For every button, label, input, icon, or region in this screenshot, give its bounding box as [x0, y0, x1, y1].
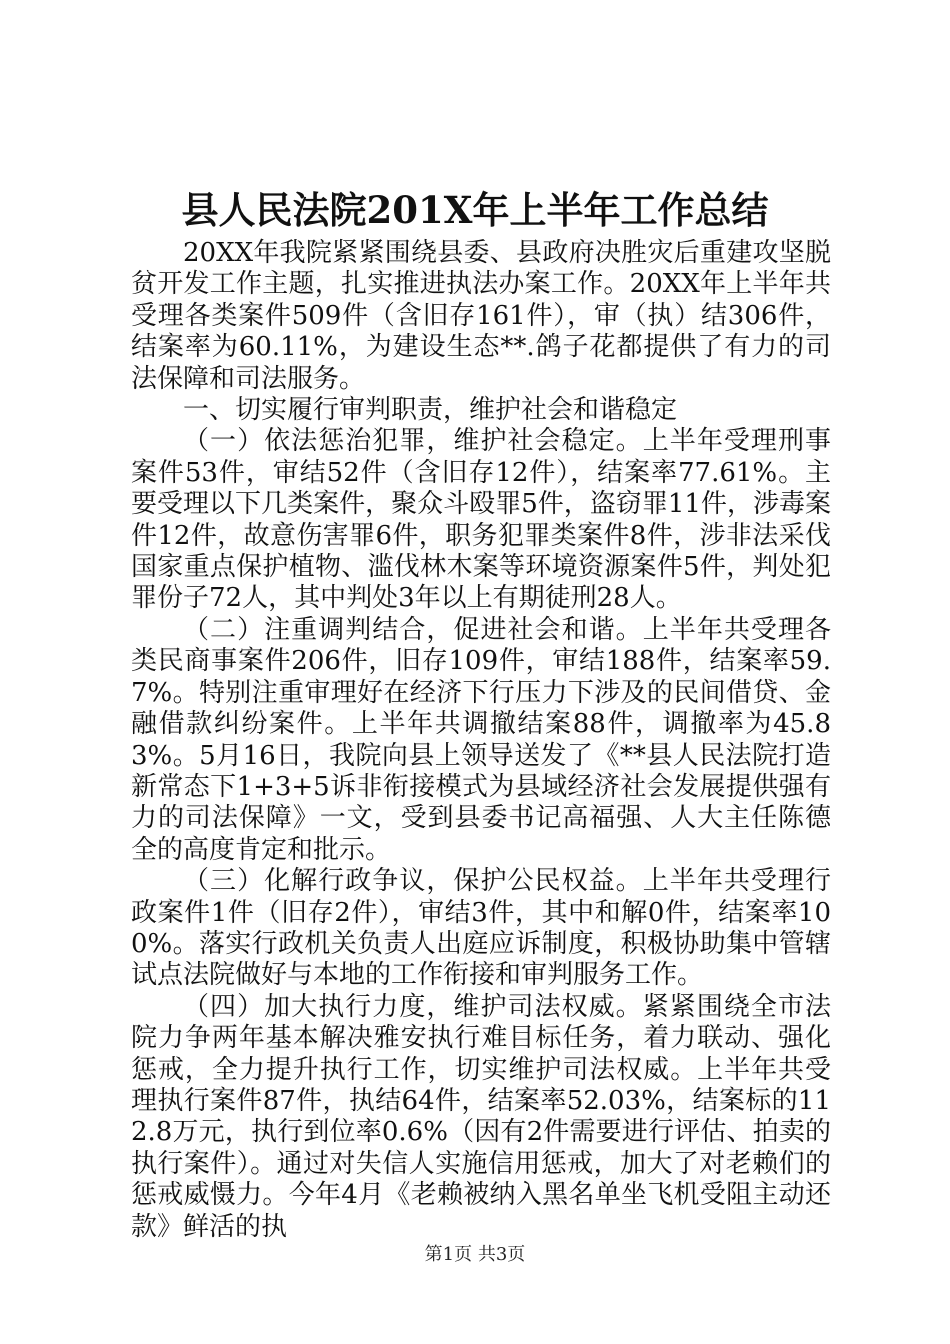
subsection-paragraph-2: （二）注重调判结合，促进社会和谐。上半年共受理各类民商事案件206件，旧存109件，审结188件，结案率59.7%。特别注重审理好在经济下行压力下涉及的民间借贷、金融借款纠纷案件。上半年共调撤结案88件，调撤率为45.83%。5月16日，我院向县上领导送发了《**县人民法院打造新常态下1+3+5诉非衔接模式为县域经济社会发展提供强有力的司法保障》一文，受到县委书记高福强、人大主任陈德全的高度肯定和批示。	[131, 614, 831, 865]
subsection-paragraph-3: （三）化解行政争议，保护公民权益。上半年共受理行政案件1件（旧存2件），审结3件，其中和解0件，结案率100%。落实行政机关负责人出庭应诉制度，积极协助集中管辖试点法院做好与本地的工作衔接和审判服务工作。	[131, 866, 831, 991]
subsection-paragraph-1: （一）依法惩治犯罪，维护社会稳定。上半年受理刑事案件53件，审结52件（含旧存12件），结案率77.61%。主要受理以下几类案件，聚众斗殴罪5件，盗窃罪11件，涉毒案件12件，故意伤害罪6件，职务犯罪类案件8件，涉非法采伐国家重点保护植物、滥伐林木案等环境资源案件5件，判处犯罪份子72人，其中判处3年以上有期徒刑28人。	[131, 426, 831, 614]
document-body	[131, 238, 831, 1243]
document-title: 县人民法院201X年上半年工作总结	[181, 188, 769, 232]
subsection-paragraph-4: （四）加大执行力度，维护司法权威。紧紧围绕全市法院力争两年基本解决雅安执行难目标任务，着力联动、强化惩戒，全力提升执行工作，切实维护司法权威。上半年共受理执行案件87件，执结64件，结案率52.03%，结案标的112.8万元，执行到位率0.6%（因有2件需要进行评估、拍卖的执行案件）。通过对失信人实施信用惩戒，加大了对老赖们的惩戒威慑力。今年4月《老赖被纳入黑名单坐飞机受阻主动还款》鲜活的执	[131, 991, 831, 1242]
section-heading: 一、切实履行审判职责，维护社会和谐稳定	[183, 395, 678, 426]
intro-paragraph: 20XX年我院紧紧围绕县委、县政府决胜灾后重建攻坚脱贫开发工作主题，扎实推进执法办案工作。20XX年上半年共受理各类案件509件（含旧存161件），审（执）结306件，结案率为60.11%，为建设生态**.鸽子花都提供了有力的司法保障和司法服务。	[131, 238, 831, 394]
page-footer: 第1页 共3页	[424, 1244, 526, 1265]
